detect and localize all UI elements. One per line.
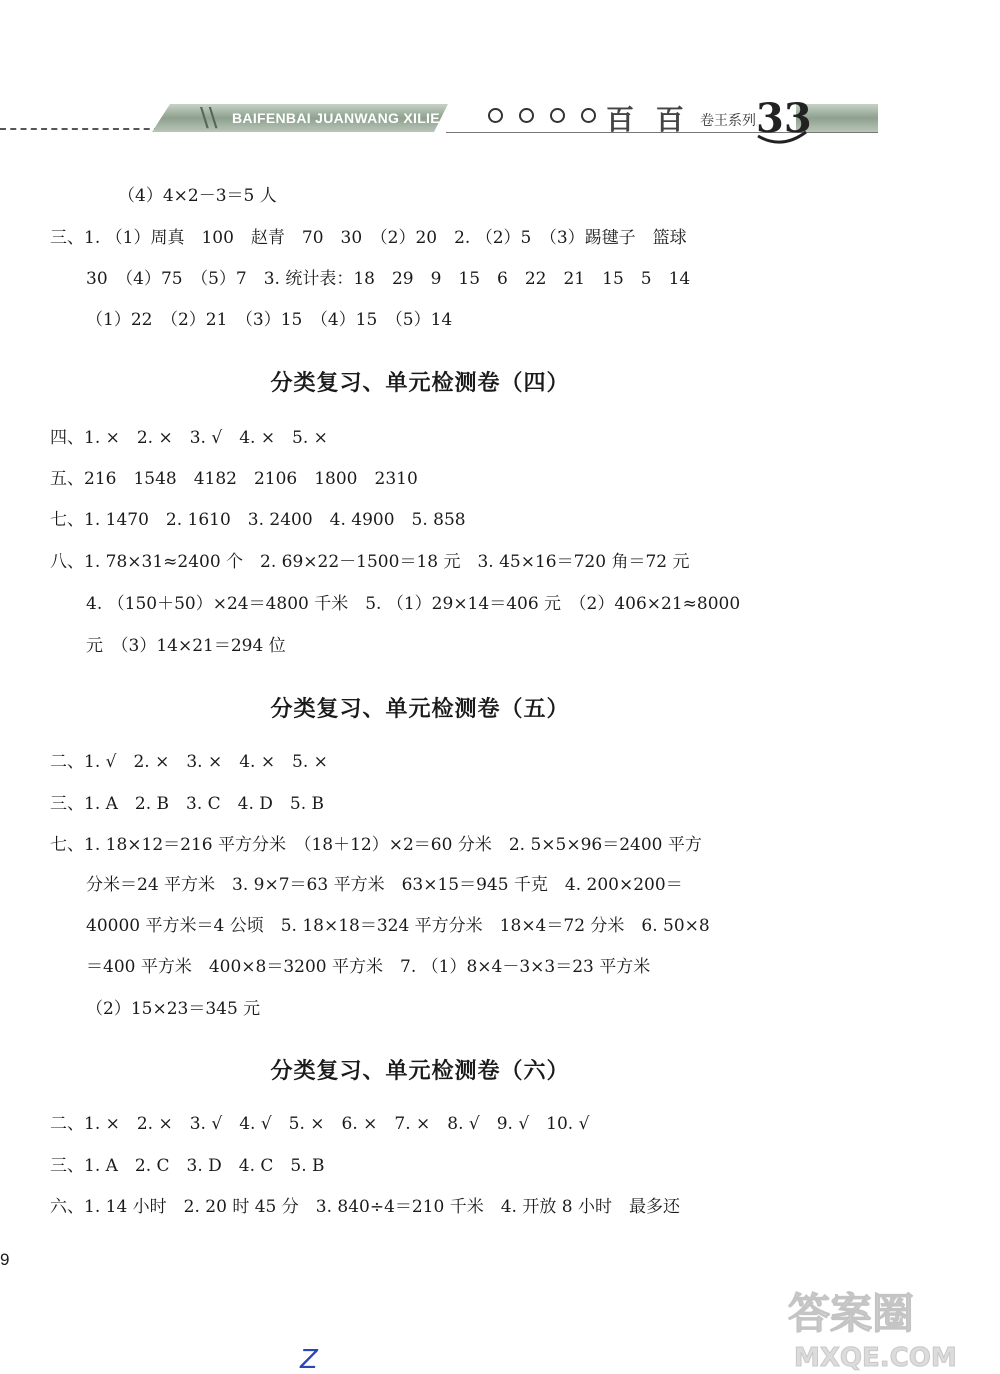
answer-line: 二、1. √ 2. × 3. × 4. × 5. × bbox=[50, 752, 328, 772]
answer-line: 七、1. 1470 2. 1610 3. 2400 4. 4900 5. 858 bbox=[50, 510, 466, 530]
answer-line: ＝400 平方米 400×8＝3200 平方米 7. （1）8×4－3×3＝23 平方米 bbox=[86, 957, 651, 977]
answer-line: 三、1. A 2. B 3. C 4. D 5. B bbox=[50, 794, 325, 814]
watermark-logo bbox=[780, 1282, 1000, 1372]
svg-text:Z: Z bbox=[300, 1345, 318, 1372]
header-slash-decoration: \\ bbox=[200, 103, 218, 133]
section-heading: 分类复习、单元检测卷（六） bbox=[270, 1058, 570, 1084]
watermark-url: MXQE.COM bbox=[794, 1343, 957, 1372]
header-circle-icon bbox=[550, 108, 565, 123]
header-circles bbox=[488, 108, 596, 123]
watermark-text: 答案圈 bbox=[788, 1289, 915, 1338]
answer-line: 四、1. × 2. × 3. √ 4. × 5. × bbox=[50, 428, 328, 448]
answer-line: 4. （150＋50）×24＝4800 千米 5. （1）29×14＝406 元 （2）406×21≈8000 bbox=[86, 594, 741, 614]
page-number: 9 bbox=[0, 1250, 10, 1269]
answer-line: 八、1. 78×31≈2400 个 2. 69×22－1500＝18 元 3. 45×16＝720 角＝72 元 bbox=[50, 552, 690, 572]
answer-line: 30 （4）75 （5）7 3. 统计表：18 29 9 15 6 22 21 15 5 14 bbox=[86, 269, 691, 289]
answer-line: 三、1. （1）周真 100 赵青 70 30 （2）20 2. （2）5 （3）踢毽子 篮球 bbox=[50, 228, 687, 248]
header-brand: 百 百 bbox=[606, 103, 690, 136]
answer-line: （4）4×2－3＝5 人 bbox=[118, 186, 277, 206]
answer-line: 分米＝24 平方米 3. 9×7＝63 平方米 63×15＝945 千克 4. 200×200＝ bbox=[86, 875, 683, 895]
answer-line: 六、1. 14 小时 2. 20 时 45 分 3. 840÷4＝210 千米 4. 开放 8 小时 最多还 bbox=[50, 1197, 680, 1217]
handwritten-z-mark bbox=[296, 1344, 336, 1372]
section-heading: 分类复习、单元检测卷（四） bbox=[270, 370, 570, 396]
logo-33-icon bbox=[752, 92, 812, 148]
answer-line: 七、1. 18×12＝216 平方分米 （18＋12）×2＝60 分米 2. 5×5×96＝2400 平方 bbox=[50, 835, 702, 855]
answer-line: 三、1. A 2. C 3. D 4. C 5. B bbox=[50, 1156, 325, 1176]
answer-line: （2）15×23＝345 元 bbox=[86, 999, 261, 1019]
section-heading: 分类复习、单元检测卷（五） bbox=[270, 696, 570, 722]
answer-line: 40000 平方米＝4 公顷 5. 18×18＝324 平方分米 18×4＝72 分米 6. 50×8 bbox=[86, 916, 710, 936]
header-circle-icon bbox=[519, 108, 534, 123]
header-circle-icon bbox=[581, 108, 596, 123]
answer-line: 五、216 1548 4182 2106 1800 2310 bbox=[50, 469, 418, 489]
answer-line: 二、1. × 2. × 3. √ 4. √ 5. × 6. × 7. × 8. √ 9. √ 10. √ bbox=[50, 1114, 590, 1134]
header-series-pinyin: BAIFENBAI JUANWANG XILIE bbox=[232, 110, 440, 126]
header-series-label: 卷王系列 bbox=[700, 113, 756, 129]
header-dashed-rule bbox=[0, 128, 160, 130]
logo-33-text: 33 bbox=[756, 95, 812, 142]
answer-line: （1）22 （2）21 （3）15 （4）15 （5）14 bbox=[86, 310, 453, 330]
answer-line: 元 （3）14×21＝294 位 bbox=[86, 636, 286, 656]
header-circle-icon bbox=[488, 108, 503, 123]
